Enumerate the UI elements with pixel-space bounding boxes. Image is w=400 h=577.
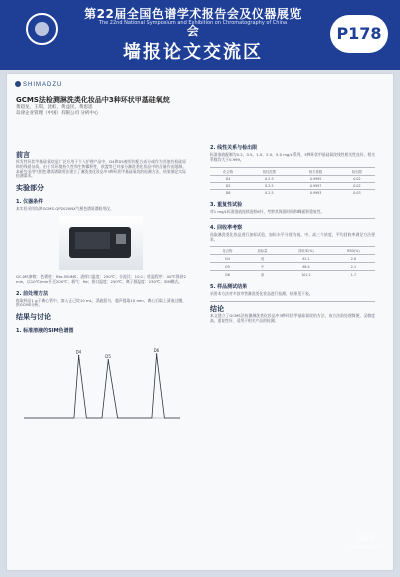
peak-point (108, 359, 109, 360)
table-cell: 化合物 (210, 247, 245, 255)
table-cell: 92.1 (280, 255, 332, 263)
table-row (210, 175, 375, 182)
authors-line-1: 黄超龙，王琪，沈虹，黄益民，黄思思 (16, 105, 93, 110)
table-row (210, 189, 375, 196)
divider (210, 218, 375, 219)
precision-heading: 3. 重复性试验 (210, 201, 243, 208)
table-row (210, 182, 375, 189)
instrument-note: 本实验采用岛津GCMS-QP2020NX气相色谱质谱联用仪。 (16, 206, 114, 212)
conclusion-text: 本文建立了GCMS法检测淋洗类化妆品中3种环状甲基硅氧烷的方法，该方法前处理简便，灵敏度高，重复性好，适用于相关产品的检测。 (210, 312, 375, 323)
event-subtitle-line-1: The 22nd National Symposium and Exhibition on Chromatography of China (98, 20, 288, 26)
recovery-table (210, 246, 375, 278)
table-cell: 加标量 (245, 247, 280, 255)
sample-text: 称取样品1 g于离心管中，加入正己烷10 mL，涡旋混匀，超声提取10 min，离心后取上清液过膜，供GCMS分析。 (16, 297, 186, 308)
results-subheading: 1. 标准溶液的SIM色谱图 (16, 328, 74, 335)
table-cell: 0.02 (339, 175, 375, 182)
table-row (210, 167, 375, 175)
peak-label: D5 (105, 353, 111, 359)
peak-label: D6 (153, 348, 160, 354)
table-cell: 0.2-5 (246, 182, 292, 189)
table-row (210, 247, 375, 255)
table-row (210, 271, 375, 279)
authors-line-2: 岛津企业管理（中国）有限公司 分析中心 (16, 110, 99, 116)
table-cell: 低 (245, 255, 280, 263)
table-cell: 2.1 (332, 263, 375, 271)
brand-label: SHIMADZU (15, 81, 62, 88)
peak-point (78, 355, 79, 356)
chromatogram-trace-0 (24, 354, 180, 418)
sample-analysis-heading: 5. 样品测试结果 (210, 284, 248, 291)
peak-point (156, 354, 157, 355)
table-row (210, 255, 375, 263)
table-row (210, 263, 375, 271)
left-column (16, 150, 186, 432)
brand-icon (15, 81, 21, 87)
table-cell: 0.2-5 (246, 175, 292, 182)
linear-text: 标准溶液配制为0.2、0.5、1.0、2.0、5.0 mg/L系列，3种环状甲基硅氧烷线性相关性良好，相关系数均大于0.999。 (210, 152, 375, 162)
table-cell: 101.2 (280, 271, 332, 279)
sample-heading: 2. 前处理方法 (16, 290, 49, 297)
header-band (0, 0, 400, 70)
instrument-image (59, 216, 143, 270)
preface-title: 前言 (16, 151, 30, 159)
table-cell: D4 (210, 255, 245, 263)
instrument-heading: 1. 仪器条件 (16, 199, 44, 206)
divider (210, 301, 375, 302)
table-cell: 相关系数 (292, 167, 338, 175)
wall-title: 墙报论文交流区 (123, 42, 263, 63)
table-cell: D6 (210, 189, 246, 196)
watermark (347, 529, 383, 551)
sample-analysis-text: 采用本方法对多款市售淋洗类化妆品进行检测，结果见下表。 (210, 291, 313, 297)
preface-text: 挥发性环状甲基硅氧烷是广泛应用于个人护理产品中，D4和D5被用作配方成分或作为其他有机硅原料的残留杂质。由于其环境持久性和生物累积性，欧盟等已对部分淋洗类化妆品中的含量作出限制。本研究采用气相色谱质谱联用法建立了淋洗类化妆品中3种环状甲基硅氧烷的检测方法，结果满足实际检测需求。 (16, 159, 186, 179)
table-cell: 0.9997 (292, 182, 338, 189)
conclusion-title: 结论 (210, 304, 224, 313)
board-badge (330, 15, 388, 53)
table-cell: 0.2-5 (246, 189, 292, 196)
table-cell: 高 (245, 271, 280, 279)
board-number: P178 (336, 24, 382, 43)
precision-text: 对1 mg/L标准溶液连续进样6针，考察其保留时间和峰面积重复性。 (210, 208, 325, 214)
author-block (16, 105, 196, 116)
table-cell: 线性范围 (246, 167, 292, 175)
watermark-line-1: 岛津 (355, 533, 376, 544)
table-cell: RSD(%) (332, 247, 375, 255)
linear-heading: 2. 线性关系与检出限 (210, 145, 258, 151)
gcms-instrument-icon (69, 227, 131, 258)
table-cell: 2.8 (332, 255, 375, 263)
recovery-text: 选取淋洗类化妆品进行加标试验，加标水平分别为低、中、高三个浓度，平均回收率满足方法要求。 (210, 231, 375, 242)
table-cell: 0.02 (339, 182, 375, 189)
table-cell: 化合物 (210, 167, 246, 175)
table-cell: 回收率(%) (280, 247, 332, 255)
sim-chromatogram (16, 340, 186, 428)
table-cell: 中 (245, 263, 280, 271)
results-title: 结果与讨论 (16, 313, 51, 322)
right-column (210, 139, 375, 327)
recovery-heading: 4. 回收率考察 (210, 224, 243, 231)
experiment-title: 实验部分 (16, 184, 44, 193)
table-cell: 98.4 (280, 263, 332, 271)
event-logo-icon (26, 13, 58, 45)
table-cell: D5 (210, 182, 246, 189)
event-title: 第22届全国色谱学术报告会及仪器展览会 (84, 7, 302, 38)
table-cell: 0.03 (339, 189, 375, 196)
table-cell: 0.9995 (292, 175, 338, 182)
table-cell: 检出限 (339, 167, 375, 175)
event-subtitle (78, 20, 308, 26)
linear-table (210, 167, 375, 196)
peak-label: D4 (75, 349, 82, 355)
watermark-line-2: SHIMADZU (347, 544, 384, 551)
table-cell: 0.9993 (292, 189, 338, 196)
table-cell: 1.7 (332, 271, 375, 279)
table-cell: D5 (210, 263, 245, 271)
poster-title: GCMS法检测淋洗类化妆品中3种环状甲基硅氧烷 (16, 96, 170, 104)
gc-parameters: GC-MS参数：色谱柱：Rtx-5SilMS；进样口温度：250℃；分流比：10:1；柱温程序：40℃保持2 min，以10℃/min升至200℃；载气：He；接口温度：250℃；离子源温度：230℃；SIM模式。 (16, 273, 186, 284)
table-cell: D6 (210, 271, 245, 279)
table-cell: D4 (210, 175, 246, 182)
